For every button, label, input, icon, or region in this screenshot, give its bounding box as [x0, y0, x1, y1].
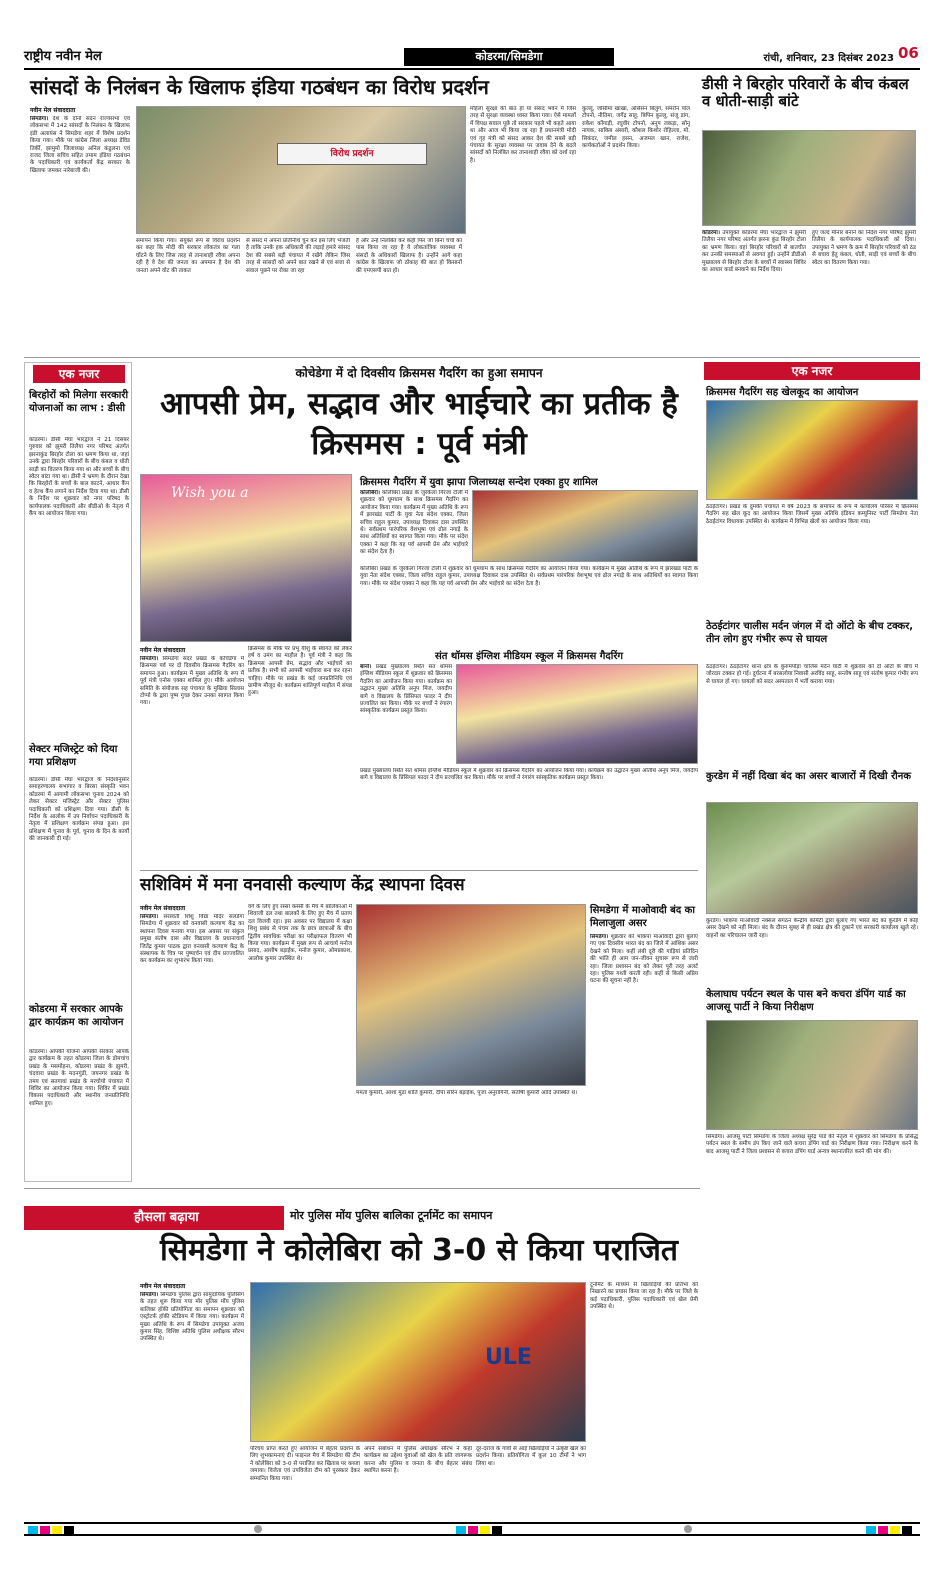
story7-dateline: सिमडेगा।	[590, 934, 609, 940]
story8-body-col1: सिमडेगा। सिमडेगा पुलिस द्वारा सामुदायिक पुलिसिंग के तहत शुरू किया गया मोर पुलिस मोंय पुलिस बालिका हॉकी प्रतियोगिता का समापन शुक्रवार को एस्ट्रोटर्फ हॉकी स्टेडियम में किया गया। कार्यक्रम में मुख्य अतिथि के रूप में सिमडेगा उपायुक्त अजय कुमार सिंह, विशिष्ट अतिथि पुलिस अधीक्षक सौरभ उपस्थित थे।	[140, 1292, 244, 1343]
story1	[30, 106, 690, 354]
story3-dateline: सिमडेगा।	[140, 656, 159, 662]
photo-banner-text: Wish you a	[171, 485, 249, 501]
story3-kicker: कोचेडेगा में दो दिवसीय क्रिसमस गैदरिंग का हुआ समापन	[295, 366, 543, 380]
story8-byline: नवीन मेल संवाददाता	[140, 1283, 186, 1290]
story4-photo	[472, 490, 698, 562]
story8-body-col3: अपने संबोधन में पुलिस अधीक्षक सौरभ ने कहा कार्यक्रम का उद्देश्य युवाओं को खेल के प्रति जागरूक करना और पुलिस व जनता के बीच बेहतर संबंध स्थापित करना है।	[364, 1446, 472, 1475]
eknr-item3-title: कुरडेग में नहीं दिखा बंद का असर बाजारों में दिखी रौनक	[706, 771, 911, 782]
eknl-item3-title: कोडरमा में सरकार आपके द्वार कार्यक्रम का आयोजन	[29, 1004, 124, 1028]
story8-body-col5: टूर्नामेंट के माध्यम से खिलाड़ियों की प्रतिभा को निखारने का प्रयास किया जा रहा है। मौके पर जिले के कई पदाधिकारी, पुलिस पदाधिकारी एवं खेल प्रेमी उपस्थित थे।	[590, 1282, 698, 1311]
story6-body-col2: वर्ग के लिए हुए रस्सा कस्सी के मैच में बालिकाओं में शिवाजी दल तथा बालकों के लिए हुए मैच में प्रताप दल विजयी रहा। इस अवसर पर विद्यालय में कक्षा शिशु प्रबंध से पंचम तक के छात्र छात्राओं के बीच द्वितीय सावधिक परीक्षा का परीक्षाफल वितरण भी किया गया। कार्यक्रम में मुख्य रूप से आचार्य मनोज प्रसाद, आशीष बड़ाईक, मनोज कुमार, ओमप्रकाश, आलोक कुमार उपस्थित थे।	[248, 904, 352, 962]
ek-nazar-right	[704, 362, 920, 1252]
paper-name: राष्ट्रीय नवीन मेल	[24, 49, 102, 64]
story1-body-col3: से संसद में अपना प्रतिनिधि चुन कर इस लिए भेजती है ताकि उनके हक अधिकारी की लड़ाई हमारे सांसद देश की सबसे बड़ी पंचायत में रखेंगे लेकिन जिस तरह से सांसदों को अपने बात रखने से एवं सत्ता से सवाल पूछने पर रोका जा रहा	[246, 238, 350, 274]
story3-body-col2: क्रिसमस के मौके पर प्रभु यीशु के स्वागत को लेकर हर्ष व उमंग का माहौल है। पूर्व मंत्री ने कहा कि क्रिसमस आपसी प्रेम, सद्भाव और भाईचारे का प्रतीक है। सभी को आपसी भाईचारा बना कर रहना चाहिए। मौके पर प्रखंड के कई जनप्रतिनिधि एवं ग्रामीण मौजूद थे। कार्यक्रम शांतिपूर्ण माहौल में संपन्न हुआ।	[248, 646, 352, 697]
eknr-item2-body: ठेठईटांगर। ठेठईटांगर थाना क्षेत्र के कुरुमपोड़ा चालिस मर्दन घाटी में शुक्रवार को दो ऑटो के बीच में जोरदार टक्कर हो गई। दुर्घटना में बरसलोया निवासी अरविंद साहू, सन्तोष साहू एवं संतोष कुमार गंभीर रूप से घायल हो गए। घायलों को सदर अस्पताल में भर्ती कराया गया।	[706, 664, 918, 685]
story8-dateline: सिमडेगा।	[140, 1292, 159, 1298]
reg-black	[64, 1526, 74, 1534]
story7-headline: सिमडेगा में माओवादी बंद का मिलाजुला असर	[590, 905, 695, 929]
page-number: 06	[898, 44, 919, 62]
eknr-item3-photo	[706, 802, 918, 914]
story6-photo	[356, 904, 586, 1086]
eknl-item2-body: कोडरमा। डीसी मेघा भारद्वाज के निर्देशानुसार समाहरणालय सभागार व बिरसा संस्कृति भवन कोडरमा में आगामी लोकसभा चुनाव 2024 को लेकर सेक्टर मजिस्ट्रेट और सेक्टर पुलिस पदाधिकारी को प्रशिक्षण दिया गया। डीसी के निर्देश के आलोक में उप निर्वाचन पदाधिकारी के नेतृत्व में प्रशिक्षण कार्यक्रम संपन्न हुआ। इस प्रशिक्षण में चुनाव के पूर्व, चुनाव के दिन के कार्यों की जानकारी दी गई।	[29, 777, 129, 843]
story3-headline: आपसी प्रेम, सद्भाव और भाईचारे का प्रतीक है क्रिसमस : पूर्व मंत्री	[160, 386, 678, 462]
story5-body-more: प्रखंड मुख्यालय स्थित संत थॉमस इंग्लिश मीडियम स्कूल में शुक्रवार को क्रिसमस गैदरिंग का आयोजन किया गया। कार्यक्रम का उद्घाटन मुख्य अतिथि अनूप मिंज, जयदीप बागे व विद्यालय के प्रिंसिपल फादर ने दीप प्रज्वलित कर किया। मौके पर बच्चों ने रंगारंग सांस्कृतिक कार्यक्रम प्रस्तुत किया।	[360, 768, 698, 782]
story1-headline: सांसदों के निलंबन के खिलाफ इंडिया गठबंधन का विरोध प्रदर्शन	[30, 75, 489, 99]
story8-body-col2: परिचय प्राप्त करते हुए आयोजन में बेहतर प्रदर्शन के लिए शुभकामनाएं दी। फाइनल मैच में सिमडेगा की टीम ने कोलेबिरा को 3-0 से पराजित कर खिताब पर कब्जा जमाया। विजेता एवं उपविजेता टीम को पुरस्कार देकर सम्मानित किया गया।	[250, 1446, 360, 1482]
reg-yellow	[890, 1526, 900, 1534]
eknr-item1-body: ठेठईटांगर। प्रखंड के दुमकी पंचायत में वर्ष 2023 के समापन के रूप में कार्यालय परिसर में क्रिसमस गैदरिंग सह खेल कूद का आयोजन किया जिसमें मुख्य अतिथि इंडियन कम्युनिस्ट पार्टी सिमडेगा नेता ठेठईटांगर विधायक उपस्थित थे। कार्यक्रम में विभिन्न खेलों का आयोजन किया गया।	[706, 504, 918, 525]
story1-body-col4: है और उन्हें निलंबित कर कहीं फिर जो बिना चर्चा का पास किया जा रहा है ये लोकतांत्रिक व्यवस्था में संसदों के अधिकारों खिलाफ है। उन्होंने आगे कहा कांग्रेस के खिलाफ जो ठोकाह की बात हो किसानों की एमएसपी बात हो।	[356, 238, 462, 274]
eknr-item4-photo	[706, 1020, 918, 1130]
story1-byline: नवीन मेल संवाददाता	[30, 107, 76, 114]
story4-dateline: कोलेबिरा।	[360, 490, 381, 496]
story1-photo	[136, 106, 466, 234]
story8-body-col4: दूर-दराज के गांवों से आई खिलाड़ियों ने उत्कृष्ट खेल का प्रदर्शन किया। प्रतियोगिता में कुल 10 टीमों ने भाग लिया था।	[476, 1446, 586, 1467]
story1-body-col2: समापन किया गया। संयुक्त रूप से विरोध प्रदर्शन कर कहा कि मोदी की सरकार लोकतंत्र का गला घोंटने के लिए जिस तरह से तानाशाही रवैया अपना रही है वे देश की जनता का अपमान है देश की जनता अपने वोट की ताकत	[136, 238, 240, 274]
divider	[24, 1188, 700, 1189]
eknl-item2-title: सेक्टर मजिस्ट्रेट को दिया गया प्रशिक्षण	[29, 744, 118, 768]
eknr-item1-photo	[706, 400, 918, 500]
section-label: कोडरमा/सिमडेगा	[404, 48, 614, 66]
story3-photo	[140, 474, 352, 642]
reg-dot	[254, 1525, 262, 1533]
story3-body-col1: सिमडेगा। सिमडेगा सदर प्रखंड के कोचेडेगा में क्रिसमस पर्व पर दो दिवसीय क्रिसमस गैदरिंग का समापन हुआ। कार्यक्रम में मुख्य अतिथि के रूप में पूर्व मंत्री एनोस एक्का शामिल हुए। मौके आयोजन समिति के संयोजक सह पंचायत के मुखिया सिलास टोप्पो के द्वारा पुष्प गुच्छ देकर उनका स्वागत किया गया।	[140, 656, 244, 707]
story2-body-col1: कोडरमा। उपायुक्त कोडरमा मेघा भारद्वाज ने झुमरी तिलैया नगर परिषद अंतर्गत झरना कुंड बिरहोर टोला का भ्रमण किया। वहां बिरहोर परिवारों से बातचीत कर उनकी समस्याओं से अवगत हुई। उन्होंने डीडीओ मुख्यालय से बिरहोर टोला के बच्चों में स्वास्थ्य शिविर का आधार कार्ड बनवाने का निर्देश दिया।	[702, 230, 806, 274]
story7-body: सिमडेगा। शुक्रवार को भाकपा माओवादी द्वारा बुलाए गए एक दिवसीय भारत बंद का जिले में आंशिक असर देखने को मिला। कहीं लंबी दूरी की गाड़ियां प्रतिदिन की भांति ही आम जन-जीवन सुचारू रूप से जारी रहा। जिला प्रशासन बंद को लेकर पूरी तरह अलर्ट रहा। पुलिस गश्ती करती रही। कहीं से किसी अप्रिय घटना की सूचना नहीं है।	[590, 934, 698, 985]
eknr-item3-body: कुरडेग। भाकपा माओवादी नक्सल संगठन केन्द्रीय कमिटी द्वारा बुलाए गए भारत बंद का कुरडेग में कोई असर देखने को नहीं मिला। बंद के दौरान सुबह से ही प्रखंड क्षेत्र की दुकानें एवं सरकारी कार्यालय खुले रहे। वाहनों का परिचालन जारी रहा।	[706, 918, 918, 939]
reg-cyan	[456, 1526, 466, 1534]
story2-body-col2: हुए जल्द मीनार बनाने का निर्देश नगर परिषद झुमरी तिलैया के कार्यपालक पदाधिकारी को दिया। उपायुक्त ने भ्रमण के क्रम में बिरहोर परिवारों को ठंड से बचाव हेतु कंबल, धोती, साड़ी एवं बच्चों के बीच स्वेटर का वितरण किया गया।	[812, 230, 916, 266]
story1-body-col5: महिला सुरक्षा की बात हो या संसद भवन में जिस तरह से सुरक्षा व्यवस्था ध्वस्त किया गया। ऐसे मामलों में विपक्ष सवाल पूछे तो सरकार पहले भी कहते आया था और आज भी किया जा रहा है प्रधानमंत्री मोदी एवं गृह मंत्री को संसद आकर देश की सबसे बड़ी पंचायत के सुरक्षा व्यवस्था पर जवाब देने के बदले सांसदों को निलंबित कर तानाशाही रवैया को दर्शा रहा है।	[470, 106, 576, 164]
protest-banner: विरोध प्रदर्शन	[277, 143, 427, 165]
ek-nazar-right-tag: एक नजर	[704, 362, 920, 380]
eknl-item1-body: कोडरमा। डीसी मेघा भारद्वाज ने 21 दिसंबर गुरुवार को झुमरी तिलैया नगर परिषद अंतर्गत झरनाकुंड बिरहोर टोला का भ्रमण किया था, जहां उनके द्वारा बिरहोर परिवारों के बीच कंबल व धोती साड़ी का वितरण किया गया था और बच्चों के बीच स्वेटर बांटा गया था। डीसी ने भ्रमण के दौरान देखा कि बिरहोरों के बच्चों के बाल काटने, आधार कैंप व हेल्थ कैंप लगाने का निर्देश दिया गया था। डीसी के निर्देश पर शुक्रवार को नगर परिषद के कार्यपालक पदाधिकारी और बीडीओ के नेतृत्व में कैंप का आयोजन किया गया।	[29, 437, 129, 518]
eknr-item2-title: ठेठईटांगर चालीस मर्दन जंगल में दो ऑटो के बीच टक्कर, तीन लोग हुए गंभीर रूप से घायल	[706, 621, 914, 645]
ek-nazar-left	[24, 362, 132, 1182]
reg-black	[492, 1526, 502, 1534]
divider	[140, 870, 698, 871]
story4-body: कोलेबिरा। कोलेबिरा प्रखंड के जुरकेला गिरजा टोली में शुक्रवार को धूमधाम के साथ क्रिसमस गैदरिंग का आयोजन किया गया। कार्यक्रम में मुख्य अतिथि के रूप में झारखंड पार्टी के युवा नेता संदेश एक्का, जिला सचिव राहुल कुमार, उपाध्यक्ष दिवाकर दास उपस्थित थे। सर्वप्रथम पारंपरिक वेशभूषा एवं ढोल नगाड़े के साथ अतिथियों का स्वागत किया गया। मौके पर संदेश एक्का ने कहा कि यह पर्व आपसी प्रेम और भाईचारे का संदेश देता है।	[360, 490, 468, 556]
divider	[24, 357, 920, 358]
story1-dateline: सिमडेगा।	[30, 116, 49, 122]
story8-kicker: मोर पुलिस मोंय पुलिस बालिका टूर्नामेंट का समापन	[290, 1209, 493, 1222]
story5-body: बानो। प्रखंड मुख्यालय स्थित संत थॉमस इंग्लिश मीडियम स्कूल में शुक्रवार को क्रिसमस गैदरिंग का आयोजन किया गया। कार्यक्रम का उद्घाटन मुख्य अतिथि अनूप मिंज, जयदीप बागे व विद्यालय के प्रिंसिपल फादर ने दीप प्रज्वलित कर किया। मौके पर बच्चों ने रंगारंग सांस्कृतिक कार्यक्रम प्रस्तुत किया।	[360, 664, 452, 715]
story5-headline: संत थॉमस इंग्लिश मीडियम स्कूल में क्रिसमस गैदरिंग	[434, 651, 624, 662]
story6-body-col1: सिमडेगा। सरस्वती शिशु विद्या मंदिर सलडेगा सिमडेगा में शुक्रवार को वनवासी कल्याण केंद्र का स्थापना दिवस मनाया गया। इस अवसर पर संकुल प्रमुख संतोष दास और विद्यालय के प्रधानाचार्य जितेंद्र कुमार पाठक द्वारा वनवासी कल्याण केंद्र के संस्थापक के चित्र पर पुष्पार्चन एवं दीप प्रज्ज्वलित कर कार्यक्रम का शुभारंभ किया गया।	[140, 914, 244, 965]
story4-headline: क्रिसमस गैदरिंग में युवा झापा जिलाध्यक्ष सन्देश एक्का हुए शामिल	[360, 477, 598, 488]
eknl-item1-title: बिरहोरों को मिलेगा सरकारी योजनाओं का लाभ : डीसी	[29, 390, 129, 414]
jersey-text: ULE	[485, 1345, 532, 1370]
reg-yellow	[52, 1526, 62, 1534]
story8-photo	[250, 1282, 586, 1442]
story6-byline: नवीन मेल संवाददाता	[140, 905, 186, 912]
eknr-item1-title: क्रिसमस गैदरिंग सह खेलकूद का आयोजन	[706, 387, 859, 398]
story2-headline: डीसी ने बिरहोर परिवारों के बीच कंबल व धोती-साड़ी बांटे	[702, 75, 909, 110]
story2-photo	[702, 130, 916, 226]
reg-magenta	[40, 1526, 50, 1534]
story5-photo	[456, 664, 698, 764]
eknr-item4-body: सिमडेगा। आजसू पार्टी सिमडेगा के जिला अध्यक्ष सुरेंद्र पांडे की नेतृत्व में शुक्रवार को सिमडेगा के प्रसिद्ध पर्यटन स्थल के समीप डंप किए जाने वाले कचरा डंपिंग यार्ड का निरीक्षण किया गया। निरीक्षण करने के बाद आजसू पार्टी ने जिला प्रशासन से कचरा डंपिंग यार्ड अन्यत्र स्थानांतरित करने की मांग की।	[706, 1134, 918, 1155]
eknl-item3-body: कोडरमा। आपकी योजना आपकी सरकार आपके द्वार कार्यक्रम के तहत कोडरमा जिला के डोमचांच प्रखंड के मसमोहना, कोडरमा प्रखंड के झुमरी, चंदवारा प्रखंड के मदनगुंडी, जयनगर प्रखंड के तमय एवं सतगावां प्रखंड के मरचोयो पंचायत में शिविर का आयोजन किया गया। शिविर में प्रखंड विकास पदाधिकारी और स्थानीय जनप्रतिनिधि शामिल हुए।	[29, 1049, 129, 1107]
story2-dateline: कोडरमा।	[702, 230, 720, 236]
ek-nazar-left-tag: एक नजर	[33, 365, 125, 383]
reg-dot	[684, 1525, 692, 1533]
story6-caption: ममता कुमारी, आशा मुंडा शांति कुमारी, दीपा सोरेन बड़ाईक, पूजा अनुरागिनी, संतोषी कुमारी आदि उपस्थित थे।	[356, 1090, 578, 1096]
story8-headline: सिमडेगा ने कोलेबिरा को 3-0 से किया पराजित	[159, 1233, 679, 1268]
reg-magenta	[468, 1526, 478, 1534]
reg-cyan	[866, 1526, 876, 1534]
reg-magenta	[878, 1526, 888, 1534]
story1-body-col6: कुल्लू, जोसीमा खाखा, असिसन बिलुंग, समरोन पॉल टोपनो, नीतिमा, जगेंद्र साहू, बिपिन कुल्लू, संजू डांग, राकेश कोंगाड़ी, रघुवीर टोपनो, अनूप लकड़ा, सोनू नायक, साकिब अंसारी, कौशल किशोर रोहिल्ला, मो. सिकंदर, जमील हसन, अजमल खान, राजेश, कार्यकर्ताओं ने प्रदर्शन किया।	[582, 106, 690, 150]
bottom-bar	[24, 1522, 920, 1536]
story6-dateline: सिमडेगा।	[140, 914, 159, 920]
reg-cyan	[28, 1526, 38, 1534]
story8-tag: हौसला बढ़ाया	[24, 1206, 284, 1230]
reg-yellow	[480, 1526, 490, 1534]
story5-dateline: बानो।	[360, 664, 372, 670]
story4-body-more: कोलेबिरा प्रखंड के जुरकेला गिरजा टोली में शुक्रवार को धूमधाम के साथ क्रिसमस गैदरिंग का आयोजन किया गया। कार्यक्रम में मुख्य अतिथि के रूप में झारखंड पार्टी के युवा नेता संदेश एक्का, जिला सचिव राहुल कुमार, उपाध्यक्ष दिवाकर दास उपस्थित थे। सर्वप्रथम पारंपरिक वेशभूषा एवं ढोल नगाड़े के साथ अतिथियों का स्वागत किया गया। मौके पर संदेश एक्का ने कहा कि यह पर्व आपसी प्रेम और भाईचारे का संदेश देता है।	[360, 566, 698, 587]
story3-byline: नवीन मेल संवाददाता	[140, 647, 186, 654]
masthead	[24, 44, 920, 70]
story1-body-col1: सिमडेगा। देश के दोनों सदन राज्यसभा एवं लोकसभा में 142 सांसदों के निलंबन के खिलाफ इंडी अलायंस ने सिमडेगा शहर में विशेष प्रदर्शन किया गया। मौके पर कांग्रेस जिला अध्यक्ष डेविड तिर्की, झामुमो जिलाध्यक्ष अनिल कंडुलना एवं राजद जिला सचिव सहित तमाम इंडिया गठबंधन के पदाधिकारी एवं कार्यकर्ता केंद्र सरकार के खिलाफ जमकर नारेबाजी की।	[30, 116, 130, 174]
dateline: रांची, शनिवार, 23 दिसंबर 2023	[763, 53, 894, 64]
eknr-item4-title: केलाघाघ पर्यटन स्थल के पास बने कचरा डंपिंग यार्ड का आजसू पार्टी ने किया निरीक्षण	[706, 989, 906, 1013]
reg-black	[902, 1526, 912, 1534]
story6-headline: सशिविमं में मना वनवासी कल्याण केंद्र स्थापना दिवस	[140, 875, 465, 895]
